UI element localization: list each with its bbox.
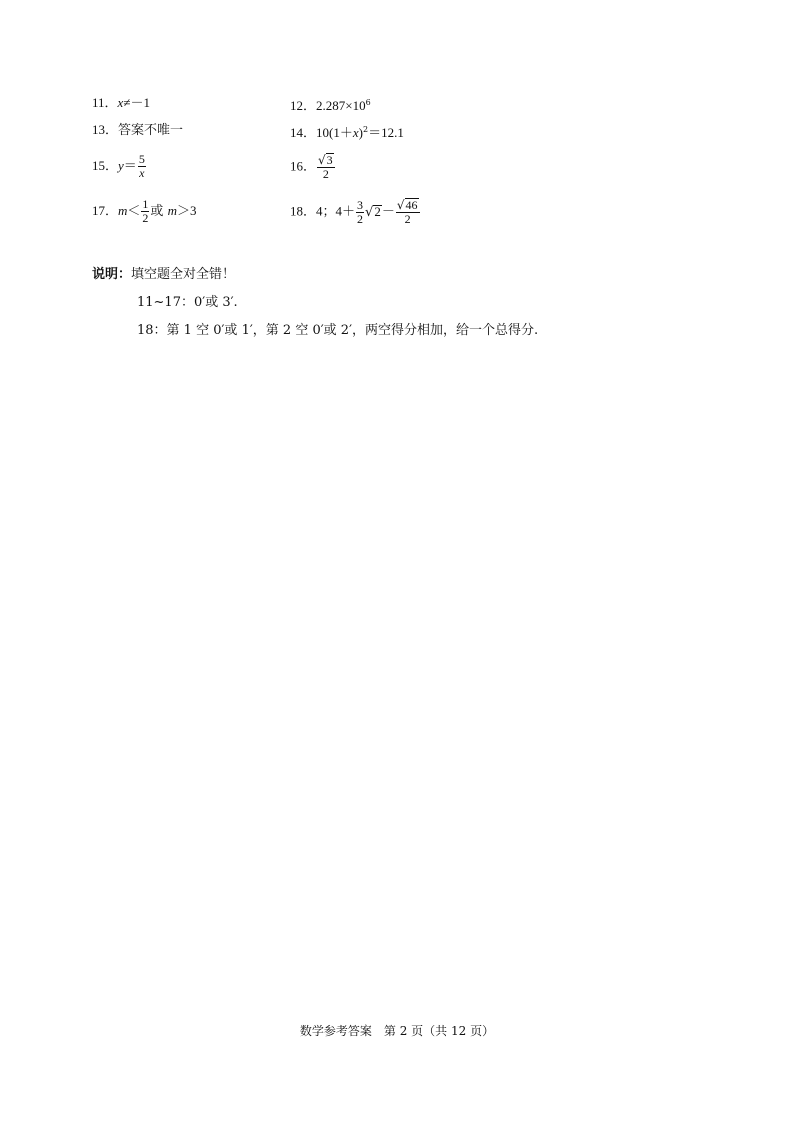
answer-number: 16．: [290, 158, 317, 174]
fraction-denominator: 2: [357, 211, 364, 226]
math-var: x: [117, 95, 124, 110]
answer-number: 14．: [290, 125, 317, 140]
fraction-denominator: 2: [404, 212, 411, 226]
fraction-denominator: 2: [322, 167, 329, 181]
math-text: ): [358, 125, 363, 140]
answer-15: [92, 153, 147, 180]
math-text: 或: [150, 204, 164, 219]
answer-number: 18．: [290, 203, 317, 219]
fraction: [141, 198, 149, 225]
math-var: y: [118, 158, 124, 173]
radicand: 3: [326, 153, 333, 167]
fraction: [396, 198, 420, 226]
page-footer: 数学参考答案 第 2 页（共 12 页）: [299, 1024, 495, 1038]
fraction-numerator: 1: [142, 197, 149, 211]
note-heading: [92, 263, 235, 282]
note-text: 填空题全对全错！: [131, 267, 236, 282]
fraction-numerator: [396, 198, 420, 213]
fraction-numerator: 5: [138, 152, 145, 166]
sqrt-sign: √: [396, 198, 405, 212]
answer-14: [290, 122, 404, 142]
math-text: ＝12.1: [368, 125, 404, 140]
math-exponent: 2: [362, 125, 369, 134]
math-text: 2.287×10: [316, 98, 366, 113]
answer-number: 15．: [92, 158, 119, 173]
answer-17: [92, 198, 196, 225]
answer-11: [92, 95, 150, 112]
fraction-numerator: [317, 153, 335, 168]
fraction-denominator: x: [139, 166, 145, 180]
math-text: －: [381, 203, 395, 219]
note-title: 说明：: [92, 267, 132, 282]
answer-number: 11．: [92, 95, 118, 110]
fraction: [317, 153, 335, 181]
note-line-2: 18：第 1 空 0′或 1′，第 2 空 0′或 2′，两空得分相加，给一个总得分.: [137, 323, 539, 338]
note-line-1: 11~17：0′或 3′.: [137, 295, 238, 310]
math-text: ＝: [123, 158, 137, 173]
answer-12: [290, 95, 371, 115]
math-var: m: [118, 203, 128, 218]
radicand: 46: [405, 198, 418, 212]
fraction: [138, 153, 146, 180]
answer-text: 答案不唯一: [118, 123, 184, 138]
answer-13: [92, 122, 183, 139]
math-text: ≠－1: [123, 95, 150, 110]
fraction-denominator: 2: [142, 211, 149, 225]
sqrt-sign: √: [318, 153, 326, 167]
sqrt-sign: √: [365, 204, 374, 220]
fraction-numerator: 3: [357, 197, 364, 212]
answer-number: 12．: [290, 98, 317, 113]
answer-number: 13．: [92, 122, 119, 137]
fraction: [356, 199, 364, 226]
math-text: 4；4＋: [316, 203, 356, 219]
answer-16: [290, 153, 336, 181]
radicand: 2: [374, 203, 381, 219]
math-exponent: 6: [365, 98, 371, 107]
answer-18: [290, 198, 421, 226]
answer-number: 17．: [92, 203, 119, 218]
math-text: ＜: [127, 203, 141, 218]
math-text: ＞3: [176, 203, 197, 218]
math-text: 10(1＋: [316, 125, 353, 140]
math-var: m: [167, 203, 177, 218]
math-var: x: [352, 125, 359, 140]
